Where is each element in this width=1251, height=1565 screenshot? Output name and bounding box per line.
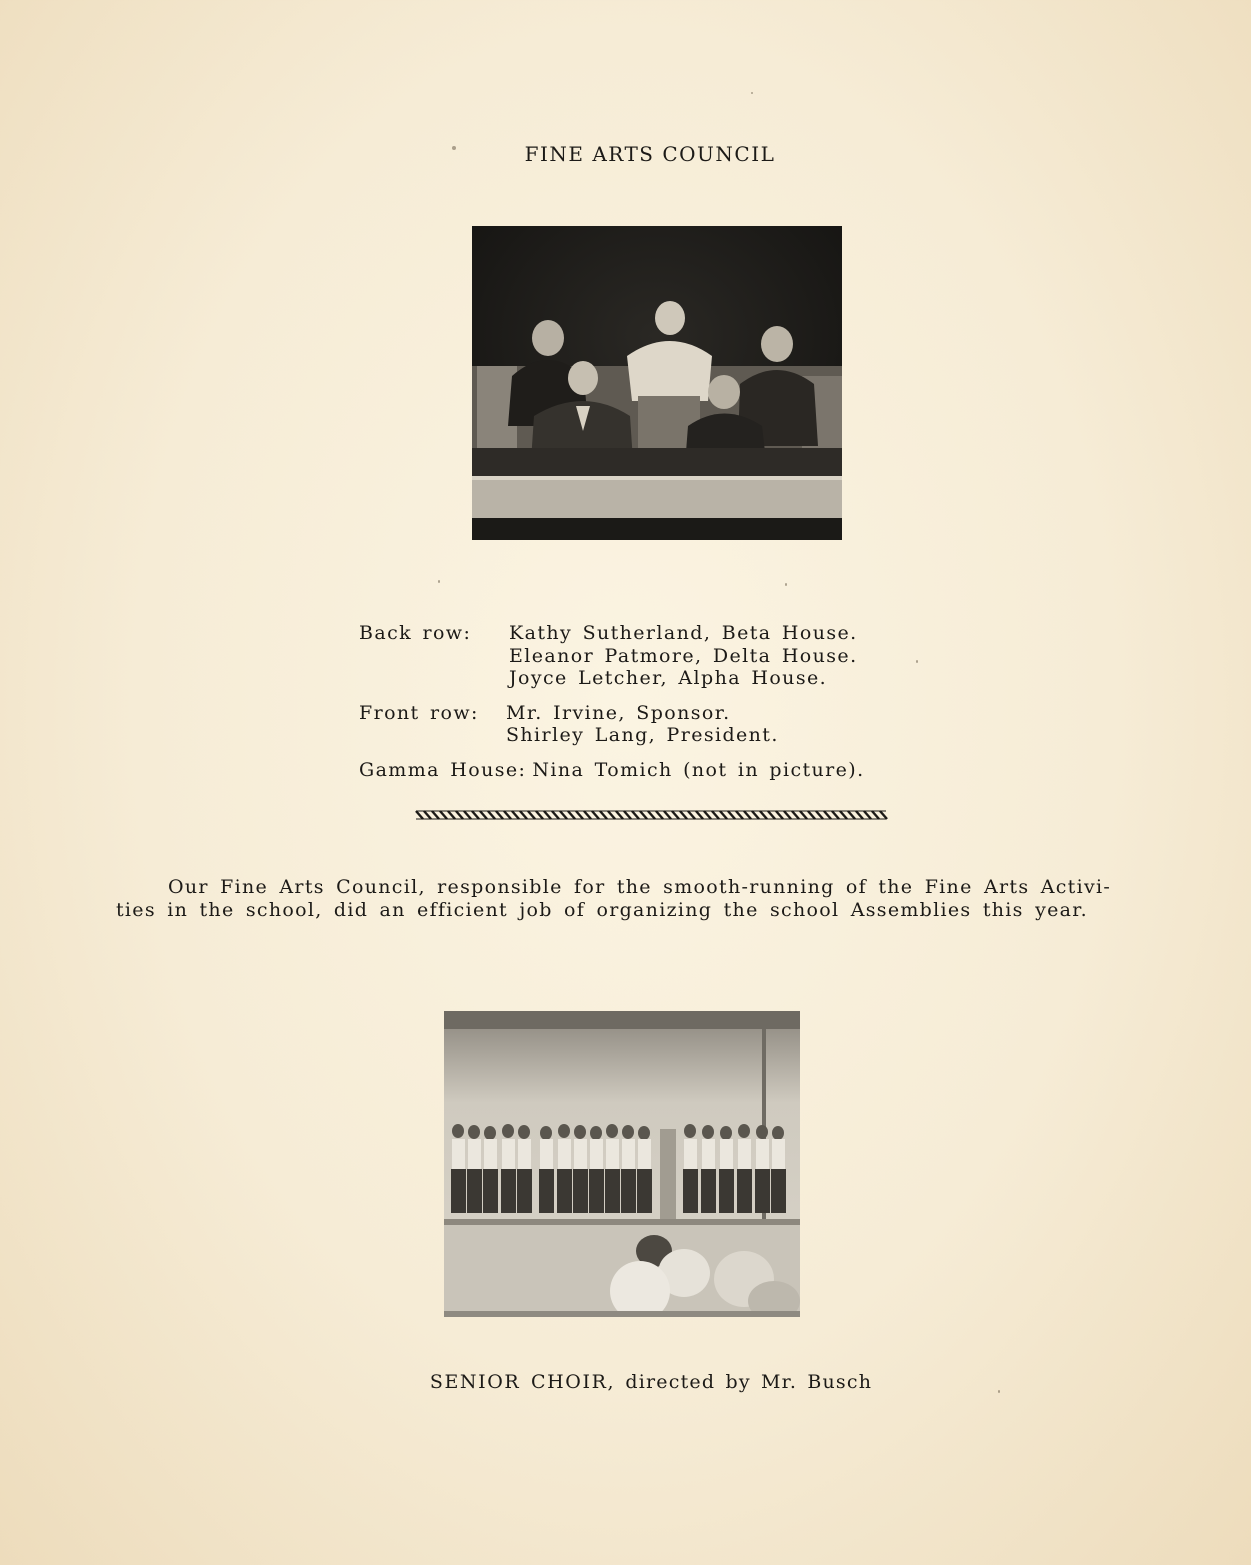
rope-twist (584, 811, 591, 819)
choir-member-blouse (484, 1139, 497, 1169)
rope-twist (696, 811, 703, 819)
choir-member-head (738, 1124, 750, 1138)
choir-member-blouse (738, 1139, 751, 1169)
paragraph-line: Our Fine Arts Council, responsible for the smooth-running of the Fine Arts Activi- (168, 876, 1112, 898)
rope-twist (536, 811, 543, 819)
choir-member-skirt (719, 1169, 734, 1213)
choir-member-skirt (573, 1169, 588, 1213)
rope-twist (648, 811, 655, 819)
rope-twist (784, 811, 791, 819)
choir-member-skirt (483, 1169, 498, 1213)
choir-member-head (558, 1124, 570, 1138)
rope-twist (704, 811, 711, 819)
rope-twist (736, 811, 743, 819)
choir-member-blouse (684, 1139, 697, 1169)
choir-member-head (540, 1126, 552, 1140)
choir-member-skirt (755, 1169, 770, 1213)
rope-twist (640, 811, 647, 819)
choir-member-blouse (518, 1139, 531, 1169)
gamma-house-text: Nina Tomich (not in picture). (532, 758, 865, 781)
choir-member-blouse (468, 1139, 481, 1169)
choir-member-head (574, 1125, 586, 1139)
rope-twist (656, 811, 663, 819)
choir-member-skirt (771, 1169, 786, 1213)
choir-caption (0, 1371, 1251, 1393)
choir-member-head (638, 1126, 650, 1140)
member-roster (359, 622, 959, 781)
rope-twist (496, 811, 503, 819)
choir-caption-director: directed by Mr. Busch (625, 1371, 873, 1393)
choir-member-head (590, 1126, 602, 1140)
choir-member-blouse (720, 1139, 733, 1169)
rope-twist (856, 811, 863, 819)
back-row-label: Back row: (359, 622, 472, 644)
rope-twist (752, 811, 759, 819)
choir-member-skirt (557, 1169, 572, 1213)
choir-member-skirt (467, 1169, 482, 1213)
rope-twist (424, 811, 431, 819)
rope-twist (576, 811, 583, 819)
choir-photo-image (444, 1011, 800, 1317)
rope-twist (840, 811, 847, 819)
back-row-names (509, 622, 858, 690)
choir-caption-title: SENIOR CHOIR, (429, 1371, 616, 1393)
front-row-name: Shirley Lang, President. (506, 724, 779, 746)
choir-member-blouse (590, 1139, 603, 1169)
choir-member-blouse (452, 1139, 465, 1169)
rope-twist (832, 811, 839, 819)
choir-member-blouse (622, 1139, 635, 1169)
choir-member-skirt (737, 1169, 752, 1213)
front-row-group (359, 702, 959, 747)
front-row-label: Front row: (359, 701, 479, 724)
rope-twist (824, 811, 831, 819)
choir-member-skirt (501, 1169, 516, 1213)
rope-twist (448, 811, 455, 819)
rope-twist (464, 811, 471, 819)
choir-member-head (606, 1124, 618, 1138)
choir-member-head (452, 1124, 464, 1138)
back-row-name: Eleanor Patmore, Delta House. (509, 644, 858, 667)
page-title: FINE ARTS COUNCIL (524, 142, 776, 166)
rope-twist (712, 811, 719, 819)
rope-twist (616, 811, 623, 819)
choir-photo (444, 1011, 800, 1317)
front-row-name: Mr. Irvine, Sponsor. (506, 701, 731, 724)
choir-member-skirt (637, 1169, 652, 1213)
rope-twist (456, 811, 463, 819)
rope-twist (864, 811, 871, 819)
choir-member-blouse (756, 1139, 769, 1169)
paper-speck (785, 583, 787, 586)
choir-member-head (484, 1126, 496, 1140)
council-photo (472, 226, 842, 540)
choir-member-head (468, 1125, 480, 1139)
rope-twist (848, 811, 855, 819)
rope-twist (632, 811, 639, 819)
choir-member-skirt (539, 1169, 554, 1213)
rope-twist (872, 811, 879, 819)
rope-twist (512, 811, 519, 819)
choir-member-blouse (574, 1139, 587, 1169)
gamma-house-label: Gamma House: (359, 758, 527, 781)
paper-speck (751, 92, 753, 94)
choir-member-head (622, 1125, 634, 1139)
rope-twist (560, 811, 567, 819)
rope-twist (880, 811, 887, 819)
choir-member-blouse (606, 1139, 619, 1169)
rope-twist (416, 811, 423, 819)
rope-twist (744, 811, 751, 819)
rope-twist (600, 811, 607, 819)
rope-twist (728, 811, 735, 819)
council-photo-image (472, 226, 842, 540)
choir-member-blouse (702, 1139, 715, 1169)
gamma-house-line (359, 759, 959, 782)
rope-twist (800, 811, 807, 819)
rope-twist (432, 811, 439, 819)
rope-twist (768, 811, 775, 819)
choir-member-skirt (683, 1169, 698, 1213)
choir-member-blouse (540, 1139, 553, 1169)
rope-twist (816, 811, 823, 819)
rope-twist (520, 811, 527, 819)
choir-member-skirt (605, 1169, 620, 1213)
back-row-name: Joyce Letcher, Alpha House. (509, 667, 828, 689)
rope-twist (504, 811, 511, 819)
choir-member-blouse (502, 1139, 515, 1169)
choir-member-head (756, 1125, 768, 1139)
choir-member-head (684, 1124, 696, 1138)
choir-member-skirt (621, 1169, 636, 1213)
rope-twist (808, 811, 815, 819)
rope-twist (672, 811, 679, 819)
rope-twist (592, 811, 599, 819)
rope-divider (414, 808, 888, 822)
rope-twist (544, 811, 551, 819)
front-row-names (506, 702, 779, 747)
choir-member-blouse (772, 1139, 785, 1169)
back-row-name: Kathy Sutherland, Beta House. (509, 622, 858, 644)
choir-member-skirt (589, 1169, 604, 1213)
choir-member-head (720, 1126, 732, 1140)
rope-twist (760, 811, 767, 819)
rope-twist (440, 811, 447, 819)
rope-twist (624, 811, 631, 819)
back-row-group (359, 622, 959, 690)
rope-twist (480, 811, 487, 819)
choir-member-head (772, 1126, 784, 1140)
choir-member-skirt (701, 1169, 716, 1213)
rope-twist (608, 811, 615, 819)
choir-director-figure (660, 1129, 676, 1221)
rope-twist (568, 811, 575, 819)
rope-twist (792, 811, 799, 819)
rope-twist (776, 811, 783, 819)
paper-speck (438, 580, 440, 583)
rope-twist (688, 811, 695, 819)
paragraph-line: ties in the school, did an efficient job of organizing the school Assemblies this year. (116, 899, 1088, 921)
choir-member-head (518, 1125, 530, 1139)
rope-twist (552, 811, 559, 819)
choir-member-head (702, 1125, 714, 1139)
choir-member-blouse (638, 1139, 651, 1169)
rope-twist (472, 811, 479, 819)
description-paragraph (116, 876, 1184, 922)
choir-member-blouse (558, 1139, 571, 1169)
choir-member-skirt (451, 1169, 466, 1213)
rope-twist (488, 811, 495, 819)
rope-twist (720, 811, 727, 819)
rope-twist (680, 811, 687, 819)
choir-member-skirt (517, 1169, 532, 1213)
rope-twist (664, 811, 671, 819)
choir-member-head (502, 1124, 514, 1138)
rope-twist (528, 811, 535, 819)
